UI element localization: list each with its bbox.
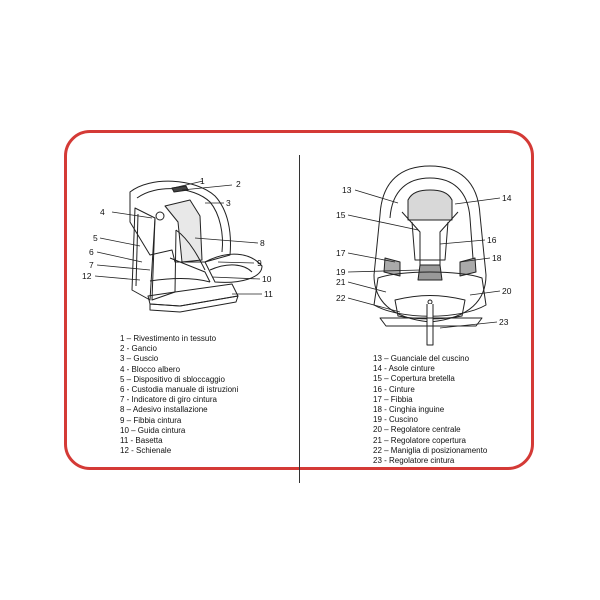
callout-23: 23 — [499, 317, 509, 327]
callout-1: 1 — [200, 176, 205, 186]
callout-22: 22 — [336, 293, 346, 303]
legend-item: 19 - Cuscino — [373, 415, 418, 425]
legend-item: 12 - Schienale — [120, 446, 172, 456]
legend-item: 15 – Copertura bretella — [373, 374, 455, 384]
legend-item: 10 – Guida cintura — [120, 425, 186, 435]
callout-19: 19 — [336, 267, 346, 277]
legend-item: 13 – Guanciale del cuscino — [373, 354, 470, 363]
legend-item: 23 - Regolatore cintura — [373, 456, 455, 466]
callout-9: 9 — [257, 258, 262, 268]
legend-item: 9 – Fibbia cintura — [120, 415, 182, 425]
legend-item: 4 - Blocco albero — [120, 364, 181, 374]
callout-2: 2 — [236, 179, 241, 189]
legend-item: 2 - Gancio — [120, 344, 157, 354]
legend-item: 3 – Guscio — [120, 354, 159, 364]
callout-21: 21 — [336, 277, 346, 287]
callout-17: 17 — [336, 248, 346, 258]
legend-item: 16 - Cinture — [373, 384, 415, 394]
callout-16: 16 — [487, 235, 497, 245]
callout-4: 4 — [100, 207, 105, 217]
legend-item: 18 - Cinghia inguine — [373, 405, 445, 415]
seat-side-view — [130, 181, 262, 312]
callout-10: 10 — [262, 274, 272, 284]
legend-right — [373, 354, 487, 466]
callout-8: 8 — [260, 238, 265, 248]
legend-item: 11 - Basetta — [120, 436, 163, 446]
callout-6: 6 — [89, 247, 94, 257]
callout-14: 14 — [502, 193, 512, 203]
seat-front-view — [374, 166, 486, 345]
legend-item: 14 - Asole cinture — [373, 364, 435, 374]
callout-18: 18 — [492, 253, 502, 263]
legend-item: 17 – Fibbia — [373, 394, 413, 404]
legend-item: 6 - Custodia manuale di istruzioni — [120, 385, 239, 395]
legend-item: 21 – Regolatore copertura — [373, 435, 466, 445]
callout-3: 3 — [226, 198, 231, 208]
callout-20: 20 — [502, 286, 512, 296]
callout-7: 7 — [89, 260, 94, 270]
legend-item: 8 – Adesivo installazione — [120, 405, 208, 415]
legend-item: 20 – Regolatore centrale — [373, 425, 461, 435]
callout-13: 13 — [342, 185, 352, 195]
legend-item: 22 – Maniglia di posizionamento — [373, 445, 488, 455]
callout-12: 12 — [82, 271, 92, 281]
callout-15: 15 — [336, 210, 346, 220]
legend-item: 5 – Dispositivo di sbloccaggio — [120, 374, 225, 384]
legend-item: 7 - Indicatore di giro cintura — [120, 395, 217, 405]
callout-11: 11 — [264, 289, 273, 299]
callout-5: 5 — [93, 233, 98, 243]
legend-item: 1 – Rivestimento in tessuto — [120, 334, 217, 343]
legend-left — [120, 334, 238, 456]
